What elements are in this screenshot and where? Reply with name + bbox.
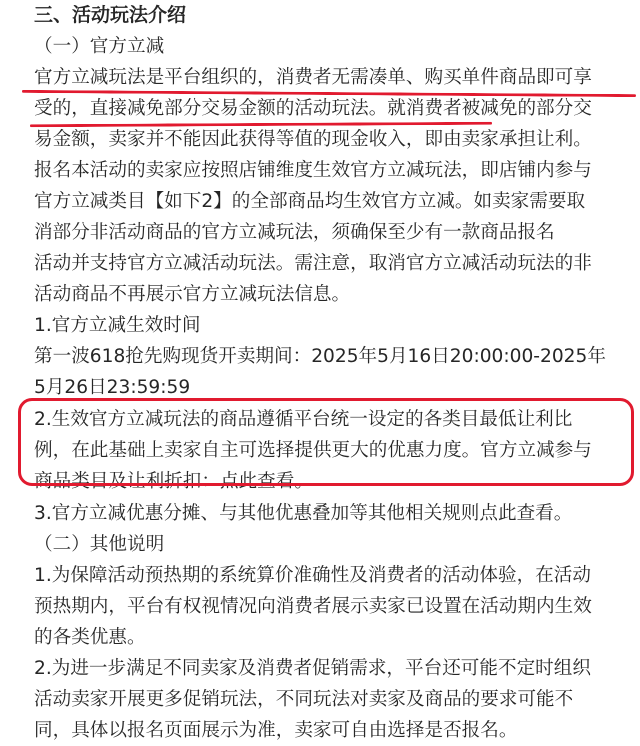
item1-body-line-2: 5月26日23:59:59	[34, 377, 191, 398]
other2-line-2: 活动卖家开展更多促销玩法，不同玩法对卖家及商品的要求可能不	[34, 689, 574, 710]
other2-line-1: 2.为进一步满足不同卖家及消费者促销需求，平台还可能不定时组织	[34, 658, 591, 679]
item2-line-3[interactable]: 商品类目及让利折扣：点此查看。	[34, 471, 313, 492]
sub2-heading: （二）其他说明	[34, 534, 165, 555]
red-highlight-box	[18, 398, 634, 486]
item1-title: 1.官方立减生效时间	[34, 315, 201, 336]
para2-line-5: 活动商品不再展示官方立减玩法信息。	[34, 284, 351, 305]
item3-line[interactable]: 3.官方立减优惠分摊、与其他优惠叠加等其他相关规则点此查看。	[34, 503, 573, 524]
other1-line-2: 预热期内，平台有权视情况向消费者展示卖家已设置在活动期内生效	[34, 596, 592, 617]
other1-line-3: 的各类优惠。	[34, 627, 146, 648]
para2-line-1: 报名本活动的卖家应按照店铺维度生效官方立减玩法，即店铺内参与	[34, 160, 592, 181]
para2-line-2: 官方立减类目【如下2】的全部商品均生效官方立减。如卖家需要取	[34, 191, 586, 212]
other1-line-1: 1.为保障活动预热期的系统算价准确性及消费者的活动体验，在活动	[34, 565, 591, 586]
other2-line-3: 同，具体以报名页面展示为准，卖家可自由选择是否报名。	[34, 720, 518, 741]
para2-line-4: 活动并支持官方立减活动玩法。需注意，取消官方立减活动玩法的非	[34, 253, 592, 274]
para1-line-1: 官方立减玩法是平台组织的，消费者无需凑单、购买单件商品即可享	[34, 67, 592, 88]
sub1-heading: （一）官方立减	[34, 36, 165, 57]
section-title: 三、活动玩法介绍	[34, 4, 187, 26]
para1-line-2: 受的，直接减免部分交易金额的活动玩法。就消费者被减免的部分交	[34, 98, 592, 119]
para2-line-3: 消部分非活动商品的官方立减玩法，须确保至少有一款商品报名	[34, 222, 555, 243]
item2-line-2: 例，在此基础上卖家自主可选择提供更大的优惠力度。官方立减参与	[34, 440, 592, 461]
para1-line-3: 易金额，卖家并不能因此获得等值的现金收入，即由卖家承担让利。	[34, 129, 592, 150]
item2-line-1: 2.生效官方立减玩法的商品遵循平台统一设定的各类目最低让利比	[34, 409, 573, 430]
item1-body-line-1: 第一波618抢先购现货开卖期间：2025年5月16日20:00:00-2025年	[34, 346, 606, 367]
